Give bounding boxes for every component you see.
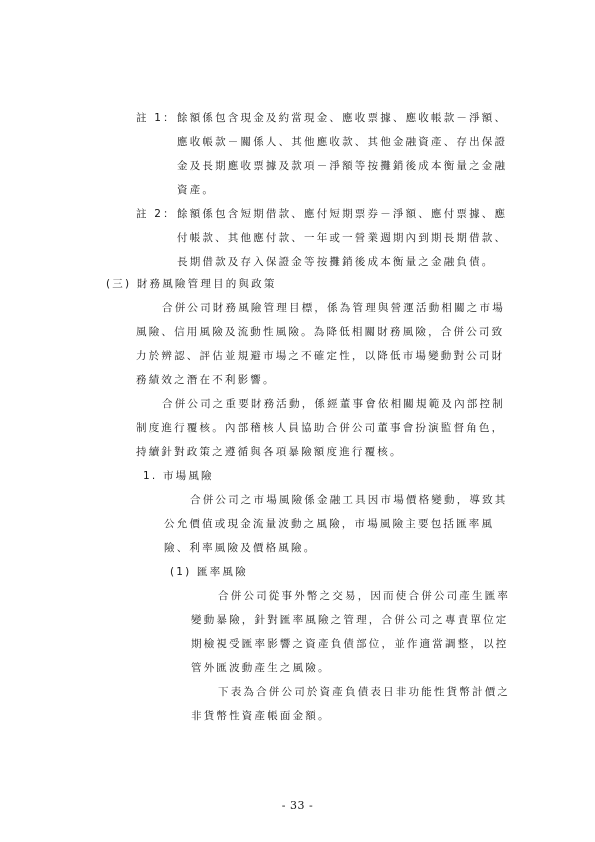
note-1-line: 金及長期應收票據及款項－淨額等按攤銷後成本衡量之金融 xyxy=(177,160,508,172)
sub-subsection-paragraph-line: 期檢視受匯率影響之資產負債部位，並作適當調整，以控 xyxy=(191,638,509,650)
section-paragraph-line: 持續針對政策之遵循與各項暴險額度進行覆核。 xyxy=(136,446,403,458)
note-2-line: 餘額係包含短期借款、應付短期票券－淨額、應付票據、應 xyxy=(177,208,508,220)
subsection-heading: 1. 市場風險 xyxy=(143,470,214,482)
subsection-paragraph-line: 合併公司之市場風險係金融工具因市場價格變動，導致其 xyxy=(190,494,508,506)
section-paragraph-line: 合併公司之重要財務活動，係經董事會依相關規範及內部控制 xyxy=(162,398,505,410)
sub-subsection-paragraph-line: 非貨幣性資產帳面金額。 xyxy=(191,710,331,722)
sub-subsection-paragraph-line: 合併公司從事外幣之交易，因而使合併公司產生匯率 xyxy=(218,590,511,602)
note-2-line: 付帳款、其他應付款、一年或一營業週期內到期長期借款、 xyxy=(177,232,508,244)
sub-subsection-paragraph-line: 管外匯波動產生之風險。 xyxy=(191,662,331,674)
sub-subsection-heading: (1) 匯率風險 xyxy=(170,566,248,578)
note-2-line: 長期借款及存入保證金等按攤銷後成本衡量之金融負債。 xyxy=(177,256,495,268)
note-1-line: 資產。 xyxy=(177,184,216,196)
section-paragraph-line: 力於辨認、評估並規避市場之不確定性，以降低市場變動對公司財 xyxy=(136,350,505,362)
note-1-label: 註 1： xyxy=(136,112,176,124)
note-2-label: 註 2： xyxy=(136,208,176,220)
section-paragraph-line: 合併公司財務風險管理目標，係為管理與營運活動相關之市場 xyxy=(162,302,505,314)
subsection-paragraph-line: 險、利率風險及價格風險。 xyxy=(164,542,317,554)
section-paragraph-line: 務績效之潛在不利影響。 xyxy=(136,374,276,386)
note-1-line: 應收帳款－關係人、其他應收款、其他金融資產、存出保證 xyxy=(177,136,508,148)
section-heading: (三) 財務風險管理目的與政策 xyxy=(106,278,277,290)
section-paragraph-line: 風險、信用風險及流動性風險。為降低相關財務風險，合併公司致 xyxy=(136,326,505,338)
subsection-paragraph-line: 公允價值或現金流量波動之風險，市場風險主要包括匯率風 xyxy=(164,518,495,530)
sub-subsection-paragraph-line: 下表為合併公司於資產負債表日非功能性貨幣計價之 xyxy=(218,686,511,698)
note-1-line: 餘額係包含現金及約當現金、應收票據、應收帳款－淨額、 xyxy=(177,112,508,124)
sub-subsection-paragraph-line: 變動暴險，針對匯率風險之管理，合併公司之專責單位定 xyxy=(191,614,509,626)
page-number: - 33 - xyxy=(281,799,314,812)
section-paragraph-line: 制度進行覆核。內部稽核人員協助合併公司董事會扮演監督角色， xyxy=(136,422,505,434)
